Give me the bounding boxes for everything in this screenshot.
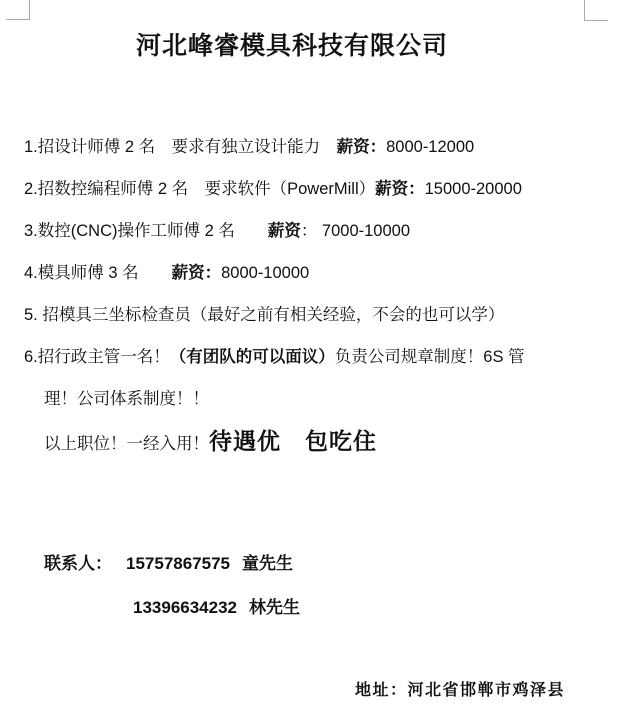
contact-line-2: [44, 586, 300, 630]
closing-highlight: 待遇优 包吃住: [209, 428, 377, 454]
contact-person-2: 林先生: [249, 598, 301, 617]
company-address: 地址：河北省邯郸市鸡泽县: [355, 682, 566, 699]
company-title: 河北峰睿模具科技有限公司: [135, 32, 448, 60]
text-boundary-crop-mark-top-right: [584, 0, 608, 21]
job-line-4: [24, 252, 620, 294]
job-3-text: 3.数控(CNC)操作工师傅 2 名: [24, 222, 268, 240]
job-4-text: 4.模具师傅 3 名: [24, 264, 172, 282]
job-line-2: [24, 168, 620, 210]
job-5-text: 5. 招模具三坐标检查员（最好之前有相关经验，不会的也可以学）: [24, 306, 505, 324]
contact-person-1: 童先生: [242, 554, 294, 573]
job-1-salary-label: 薪资：: [336, 138, 387, 156]
job-line-5: [24, 294, 620, 336]
contact-label: 联系人：: [44, 554, 112, 573]
closing-prefix: 以上职位！一经入用！: [44, 435, 209, 453]
job-6-text: 6.招行政主管一名！: [24, 348, 170, 366]
job-4-salary: 8000-10000: [221, 264, 310, 282]
job-6-continuation-text: 理！公司体系制度！！: [44, 390, 209, 408]
job-3-salary-label: 薪资: [267, 222, 301, 240]
job-list: [24, 126, 620, 462]
job-1-text: 1.招设计师傅 2 名 要求有独立设计能力: [24, 138, 337, 156]
job-2-salary: 15000-20000: [424, 180, 522, 198]
contact-phone-2: 13396634232: [133, 598, 238, 617]
job-4-salary-label: 薪资：: [171, 264, 222, 282]
job-2-text: 2.招数控编程师傅 2 名 要求软件（PowerMill）: [24, 180, 376, 198]
text-boundary-crop-mark-top-left: [6, 0, 30, 20]
job-6-bold-note: （有团队的可以面议）: [169, 348, 335, 366]
job-line-1: [24, 126, 620, 168]
job-line-6-continuation: [24, 378, 620, 420]
job-1-salary: 8000-12000: [386, 138, 475, 156]
contact-line-1: [44, 542, 300, 586]
job-2-salary-label: 薪资：: [375, 180, 425, 198]
closing-line: [24, 420, 620, 462]
job-line-3: [24, 210, 620, 252]
contact-block: [44, 542, 300, 630]
job-3-salary: ： 7000-10000: [300, 222, 411, 240]
job-line-6: [24, 336, 620, 378]
job-6-tail: 负责公司规章制度！6S 管: [334, 348, 525, 366]
contact-phone-1: 15757867575: [126, 554, 231, 573]
